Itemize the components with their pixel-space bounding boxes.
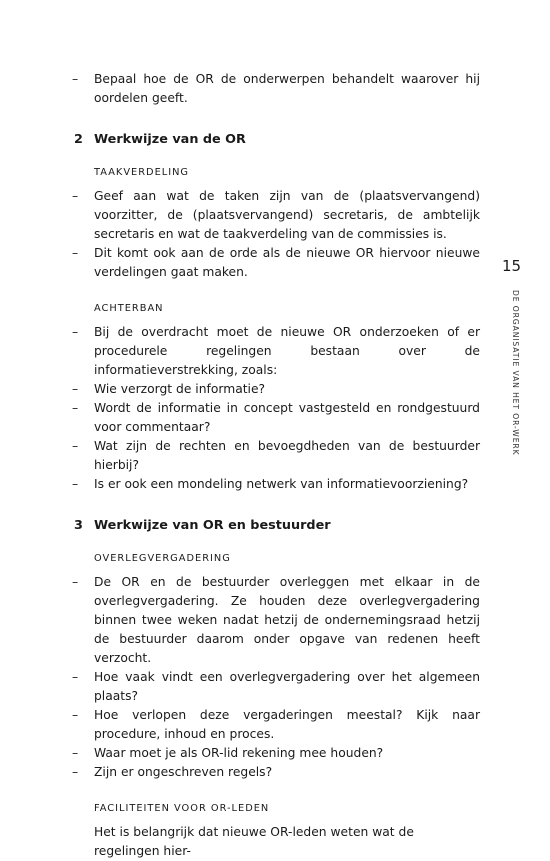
list-item bbox=[70, 573, 480, 668]
list-item bbox=[70, 70, 480, 108]
section-title: Werkwijze van OR en bestuurder bbox=[94, 518, 331, 533]
list-item-text: Zijn er ongeschreven regels? bbox=[94, 765, 273, 779]
running-head: DE ORGANISATIE VAN HET OR-WERK bbox=[511, 290, 520, 456]
dash-bullet: – bbox=[72, 746, 79, 760]
subheading-faciliteiten: FACILITEITEN VOOR OR-LEDEN bbox=[94, 803, 270, 814]
dash-bullet: – bbox=[72, 72, 79, 86]
paragraph: Het is belangrijk dat nieuwe OR-leden weten wat de regelingen hier- bbox=[94, 825, 414, 858]
section-heading-2 bbox=[70, 130, 480, 149]
dash-bullet: – bbox=[72, 439, 79, 453]
dash-bullet: – bbox=[72, 708, 79, 722]
list-item-text: Bij de overdracht moet de nieuwe OR onderzoeken of er procedurele regelingen bestaan over de informatieverstrekking, zoals: bbox=[94, 325, 480, 377]
section-heading-3 bbox=[70, 516, 480, 535]
dash-bullet: – bbox=[72, 325, 79, 339]
dash-bullet: – bbox=[72, 477, 79, 491]
dash-bullet: – bbox=[72, 401, 79, 415]
list-item-text: Hoe vaak vindt een overlegvergadering over het algemeen plaats? bbox=[94, 670, 480, 703]
section-title: Werkwijze van de OR bbox=[94, 132, 246, 147]
list-item bbox=[70, 437, 480, 475]
dash-bullet: – bbox=[72, 765, 79, 779]
list-item-text: De OR en de bestuurder overleggen met elkaar in de overlegvergadering. Ze houden deze overlegvergadering binnen twee weken nadat hetzij de ondernemingsraad hetzij de bestuurder daarom onder opgave van redenen heeft verzocht. bbox=[94, 575, 480, 665]
list-item-text: Is er ook een mondeling netwerk van informatievoorziening? bbox=[94, 477, 469, 491]
list-item-text: Bepaal hoe de OR de onderwerpen behandelt waarover hij oordelen geeft. bbox=[94, 72, 480, 105]
page-content bbox=[70, 70, 480, 861]
list-item bbox=[70, 475, 480, 494]
subheading-taakverdeling: TAAKVERDELING bbox=[94, 167, 190, 178]
list-item bbox=[70, 706, 480, 744]
section-number: 3 bbox=[74, 518, 83, 533]
dash-bullet: – bbox=[72, 246, 79, 260]
dash-bullet: – bbox=[72, 670, 79, 684]
dash-bullet: – bbox=[72, 382, 79, 396]
dash-bullet: – bbox=[72, 575, 79, 589]
section-number: 2 bbox=[74, 132, 83, 147]
list-item bbox=[70, 323, 480, 380]
list-item-text: Wordt de informatie in concept vastgesteld en rondgestuurd voor commentaar? bbox=[94, 401, 480, 434]
page-number: 15 bbox=[502, 257, 522, 275]
subheading-overlegvergadering: OVERLEGVERGADERING bbox=[94, 553, 231, 564]
list-item-text: Geef aan wat de taken zijn van de (plaatsvervangend) voorzitter, de (plaatsvervangend) secretaris, de ambtelijk secretaris en wat de taakverdeling van de commissies is. bbox=[94, 189, 480, 241]
list-item bbox=[70, 187, 480, 244]
list-item bbox=[70, 668, 480, 706]
list-item bbox=[70, 399, 480, 437]
list-item-text: Wie verzorgt de informatie? bbox=[94, 382, 266, 396]
list-item-text: Waar moet je als OR-lid rekening mee houden? bbox=[94, 746, 384, 760]
subheading-achterban: ACHTERBAN bbox=[94, 303, 164, 314]
list-item bbox=[70, 744, 480, 763]
list-item-text: Hoe verlopen deze vergaderingen meestal? Kijk naar procedure, inhoud en proces. bbox=[94, 708, 480, 741]
list-item-text: Wat zijn de rechten en bevoegdheden van de bestuurder hierbij? bbox=[94, 439, 480, 472]
list-item bbox=[70, 380, 480, 399]
list-item bbox=[70, 763, 480, 782]
list-item-text: Dit komt ook aan de orde als de nieuwe OR hiervoor nieuwe verdelingen gaat maken. bbox=[94, 246, 480, 279]
dash-bullet: – bbox=[72, 189, 79, 203]
list-item bbox=[70, 244, 480, 282]
